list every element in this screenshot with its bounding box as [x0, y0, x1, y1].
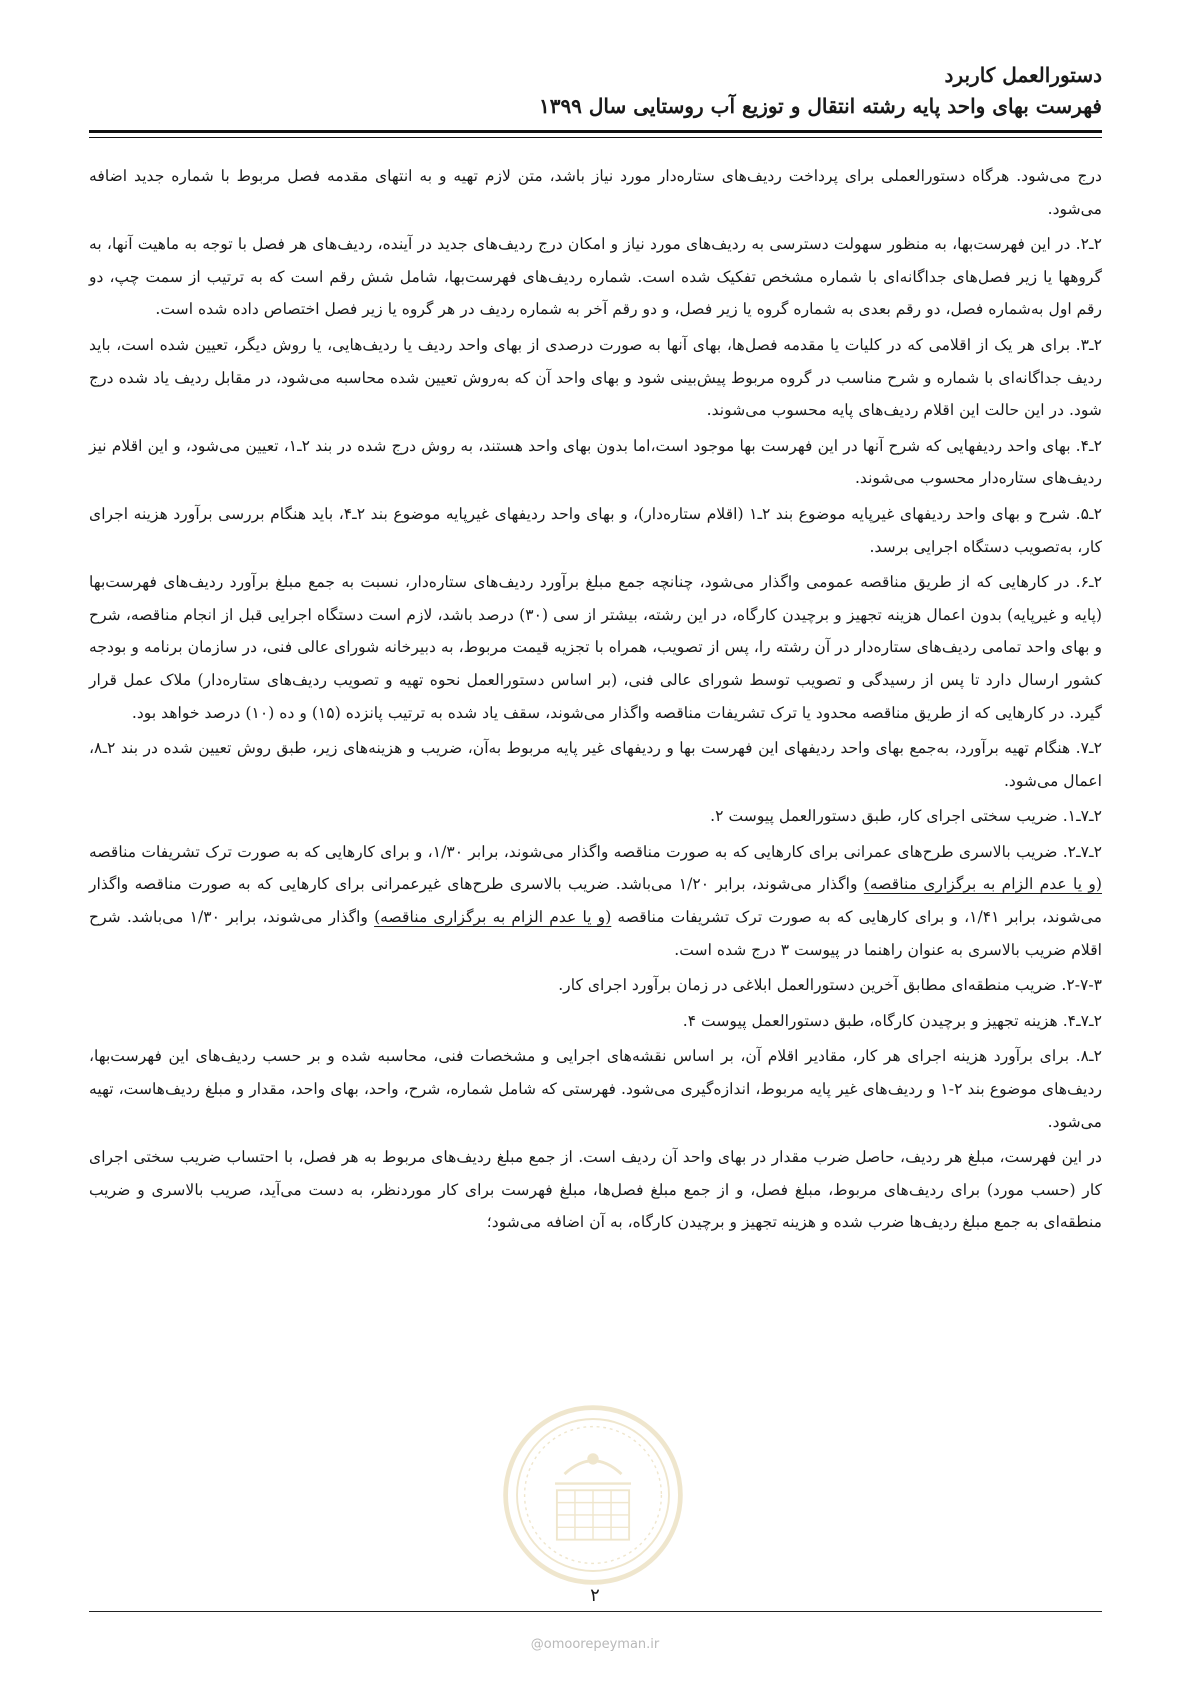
underlined-phrase-2: (و یا عدم الزام به برگزاری مناقصه) [374, 908, 612, 927]
paragraph-2-7-2-part-c: واگذار می‌شوند، برابر ۱/۳۰ می‌باشد. شرح اقلام ضریب بالاسری به عنوان راهنما در پیوست ۳ درج شده است. [89, 908, 1102, 959]
footer-rule [89, 1611, 1102, 1612]
paragraph-final: در این فهرست، مبلغ هر ردیف، حاصل ضرب مقدار در بهای واحد آن ردیف است. از جمع مبلغ ردیف‌های مربوط به هر فصل، با احتساب ضریب سختی اجرای کار (حسب مورد) برای ردیف‌های مربوط، مبلغ فصل، و از جمع مبلغ فصل‌ها، مبلغ فهرست برای کار موردنظر، به دست می‌آید، صریب بالاسری و ضریب منطقه‌ای به جمع مبلغ ردیف‌ها ضرب شده و هزینه تجهیز و برچیدن کارگاه، به آن اضافه می‌شود؛ [89, 1148, 1102, 1232]
seal-watermark-icon [498, 1400, 688, 1590]
site-watermark: @omoorepeyman.ir [530, 1637, 660, 1652]
paragraph-2-5: ۲ـ۵. شرح و بهای واحد ردیفهای غیرپایه موضوع بند ۲ـ۱ (اقلام ستاره‌دار)، و بهای واحد ردیفهای غیرپایه موضوع بند ۲ـ۴، باید هنگام بررسی برآورد هزینه اجرای کار، به‌تصویب دستگاه اجرایی برسد. [89, 504, 1102, 556]
header-subtitle: فهرست بهای واحد پایه رشته انتقال و توزیع آب روستایی سال ۱۳۹۹ [538, 94, 1102, 118]
header-rule-thin [89, 137, 1102, 138]
paragraph-2-4: ۲ـ۴. بهای واحد ردیفهایی که شرح آنها در این فهرست بها موجود است،اما بدون بهای واحد هستند، به روش درج شده در بند ۲ـ۱، تعیین می‌شود، و این اقلام نیز ردیف‌های ستاره‌دار محسوب می‌شوند. [89, 436, 1102, 488]
header-rule-thick [89, 130, 1102, 133]
paragraph-2-7-1: ۲ـ۷ـ۱. ضریب سختی اجرای کار، طبق دستورالعمل پیوست ۲. [710, 807, 1102, 826]
underlined-phrase-1: (و یا عدم الزام به برگزاری مناقصه) [863, 875, 1102, 894]
paragraph-2-2: ۲ـ۲. در این فهرست‌بها، به منظور سهولت دسترسی به ردیف‌های مورد نیاز و امکان درج ردیف‌های جدید در آینده، ردیف‌های هر فصل با توجه به ماهیت آنها، به گروهها یا زیر فصل‌های جداگانه‌ای با شماره مشخص تفکیک شده است. شماره ردیف‌های فهرست‌بها، شامل شش رقم است که به ترتیب از سمت چپ، دو رقم اول به‌شماره فصل، دو رقم بعدی به شماره گروه یا زیر فصل، و دو رقم آخر به شماره ردیف در هر گروه یا زیر فصل اختصاص داده شده است. [89, 235, 1102, 319]
header-title: دستورالعمل کاربرد [944, 63, 1102, 87]
paragraph-2-7-4: ۲ـ۷ـ۴. هزینه تجهیز و برچیدن کارگاه، طبق دستورالعمل پیوست ۴. [682, 1011, 1102, 1030]
paragraph-2-3: ۲ـ۳. برای هر یک از اقلامی که در کلیات یا مقدمه فصل‌ها، بهای آنها به صورت درصدی از بهای واحد ردیف یا ردیف‌هایی، یا روش دیگر، تعیین شده است، باید ردیف جداگانه‌ای با شماره و شرح مناسب در گروه مربوط پیش‌بینی شود و بهای واحد آن که به‌روش تعیین شده محاسبه می‌شود، در مقابل ردیف یاد شده درج شود. در این حالت این اقلام ردیف‌های پایه محسوب می‌شوند. [89, 335, 1102, 420]
paragraph-0: درج می‌شود. هرگاه دستورالعملی برای پرداخت ردیف‌های ستاره‌دار مورد نیاز باشد، متن لازم تهیه و به انتهای مقدمه فصل مربوط با شماره جدید اضافه می‌شود. [89, 167, 1102, 218]
paragraph-2-7-2-part-a: ۲ـ۷ـ۲. ضریب بالاسری طرح‌های عمرانی برای کارهایی که به صورت مناقصه واگذار می‌شوند، برابر ۱/۳۰، و برای کارهایی که به صورت ترک تشریفات مناقصه [89, 842, 1102, 861]
body-text [89, 160, 1102, 1242]
page-number: ۲ [590, 1585, 600, 1606]
paragraph-2-8: ۲ـ۸. برای برآورد هزینه اجرای هر کار، مقادیر اقلام آن، بر اساس نقشه‌های اجرایی و مشخصات فنی، محاسبه شده و بر حسب ردیف‌های این فهرست‌بها، ردیف‌های موضوع بند ۲-۱ و ردیف‌های غیر پایه مربوط، اندازه‌گیری می‌شود. فهرستی که شامل شماره، شرح، واحد، بهای واحد، مقدار و مبلغ ردیف‌هاست، تهیه می‌شود. [89, 1047, 1102, 1131]
paragraph-2-7-2-part-b: واگذار می‌شوند، برابر ۱/۲۰ می‌باشد. ضریب بالاسری طرح‌های غیرعمرانی برای کارهایی که به صورت مناقصه واگذار می‌شوند، برابر ۱/۴۱، و برای کارهایی که به صورت ترک تشریفات مناقصه [89, 875, 1102, 927]
paragraph-2-7-2 [89, 836, 1102, 966]
paragraph-2-7: ۲ـ۷. هنگام تهیه برآورد، به‌جمع بهای واحد ردیفهای این فهرست بها و ردیفهای غیر پایه مربوط به‌آن، ضریب و هزینه‌های زیر، طبق روش تعیین شده در بند ۲ـ۸، اعمال می‌شود. [89, 739, 1102, 790]
paragraph-2-6: ۲ـ۶. در کارهایی که از طریق مناقصه عمومی واگذار می‌شود، چنانچه جمع مبلغ برآورد ردیف‌های ستاره‌دار، نسبت به جمع مبلغ برآورد ردیف‌های فهرست‌بها (پایه و غیرپایه) بدون اعمال هزینه تجهیز و برچیدن کارگاه، در این رشته، بیشتر از سی (۳۰) درصد باشد، لازم است دستگاه اجرایی قبل از انجام مناقصه، شرح و بهای واحد تمامی ردیف‌های ستاره‌دار در آن رشته را، پس از تصویب، همراه با تجزیه قیمت مربوط، به دبیرخانه شورای عالی فنی، در سازمان برنامه و بودجه کشور ارسال دارد تا پس از رسیدگی و تصویب توسط شورای عالی فنی، (بر اساس دستورالعمل نحوه تهیه و تصویب ردیف‌های ستاره‌دار) ملاک عمل قرار گیرد. در کارهایی که از طریق مناقصه محدود یا ترک تشریفات مناقصه واگذار می‌شوند، سقف یاد شده به ترتیب پانزده (۱۵) و ده (۱۰) درصد خواهد بود. [89, 573, 1102, 722]
paragraph-2-7-3: ۲-۷-۳. ضریب منطقه‌ای مطابق آخرین دستورالعمل ابلاغی در زمان برآورد اجرای کار. [558, 976, 1102, 995]
page-header [89, 60, 1102, 122]
